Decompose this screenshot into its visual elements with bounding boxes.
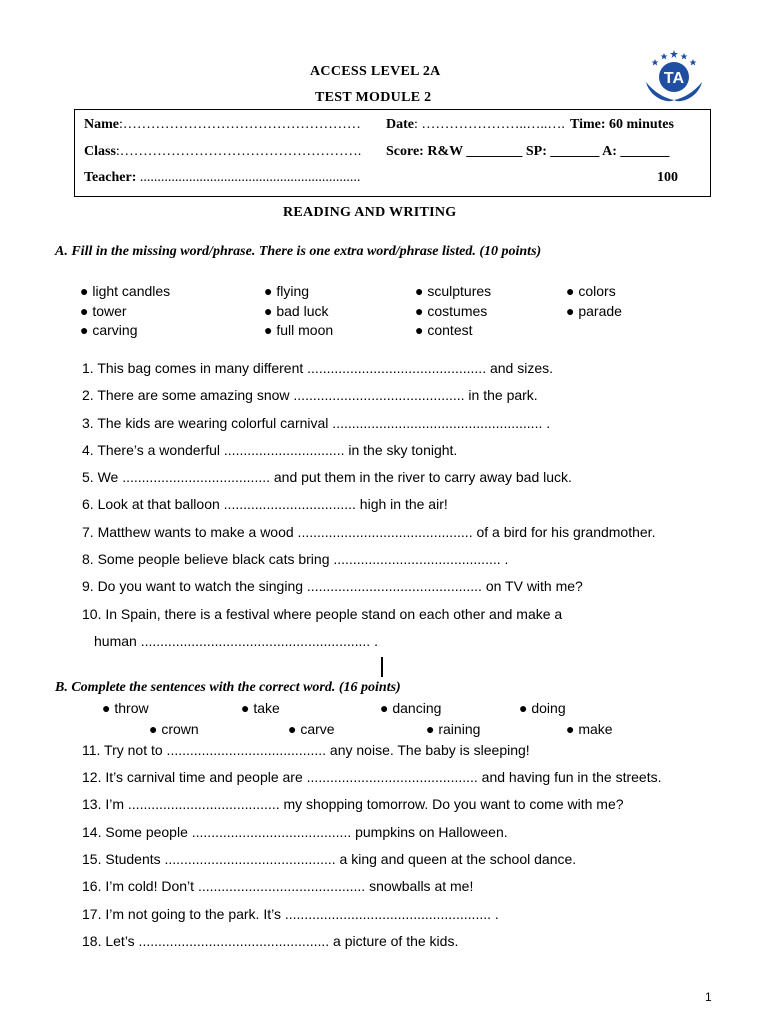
section-b-instruction: B. Complete the sentences with the correct word. (16 points) [55,680,401,695]
question-item[interactable]: 14. Some people ......................................... pumpkins on Halloween. [82,824,508,840]
teacher-field[interactable]: ............................................................... [139,170,361,185]
question-item[interactable]: 3. The kids are wearing colorful carnival ...................................................... . [82,415,551,431]
question-item-continued[interactable]: human ........................................................... . [94,633,378,649]
word-bank-item: ● full moon [264,322,334,338]
teacher-row [84,170,360,186]
word-bank-item: ● light candles [80,283,171,299]
text-cursor [381,657,383,677]
class-row [84,144,361,160]
word-bank-item: ● carve [288,721,335,737]
date-label: Date [386,117,414,132]
teacher-label: Teacher: [84,170,137,185]
date-field[interactable]: : …………………..…..…. [414,117,565,132]
question-item[interactable]: 18. Let’s ................................................. a picture of the kids. [82,933,459,949]
svg-text:TA: TA [663,70,685,87]
time-text: Time: 60 minutes [570,117,674,132]
class-label: Class [84,144,116,159]
word-bank-item: ● costumes [415,303,488,319]
question-item[interactable]: 2. There are some amazing snow ............................................ in the park. [82,387,538,403]
question-item[interactable]: 5. We ...................................... and put them in the river to carry away bad luck. [82,469,572,485]
word-bank-item: ● throw [102,700,149,716]
question-item[interactable]: 1. This bag comes in many different .............................................. and sizes. [82,360,554,376]
word-bank-item: ● raining [426,721,481,737]
question-item[interactable]: 17. I’m not going to the park. It’s ..................................................... . [82,906,499,922]
date-row [386,117,565,133]
question-item[interactable]: 6. Look at that balloon .................................. high in the air! [82,496,448,512]
title-level: ACCESS LEVEL 2A [310,64,441,79]
logo [640,48,708,106]
word-bank-item: ● dancing [380,700,442,716]
class-field[interactable]: :……………………………………………. [115,144,362,159]
question-item[interactable]: 13. I’m ....................................... my shopping tomorrow. Do you want to come with me? [82,796,624,812]
question-item[interactable]: 15. Students ............................................ a king and queen at the school dance. [82,851,577,867]
word-bank-item: ● parade [566,303,622,319]
section-title: READING AND WRITING [283,205,457,220]
page-number: 1 [705,990,712,1004]
score-text: Score: R&W ________ SP: _______ A: _______ [386,144,670,159]
title-module: TEST MODULE 2 [315,90,432,105]
question-item[interactable]: 8. Some people believe black cats bring ........................................... . [82,551,509,567]
name-row [84,117,361,133]
word-bank-item: ● flying [264,283,310,299]
total-points: 100 [657,170,678,185]
word-bank-item: ● colors [566,283,616,299]
section-a-instruction: A. Fill in the missing word/phrase. There is one extra word/phrase listed. (10 points) [55,244,542,259]
word-bank-item: ● make [566,721,613,737]
word-bank-item: ● carving [80,322,138,338]
word-bank-item: ● tower [80,303,127,319]
word-bank-item: ● bad luck [264,303,329,319]
question-item[interactable]: 4. There’s a wonderful ............................... in the sky tonight. [82,442,458,458]
word-bank-item: ● crown [149,721,199,737]
question-item[interactable]: 10. In Spain, there is a festival where people stand on each other and make a [82,606,563,622]
question-item[interactable]: 9. Do you want to watch the singing ............................................. on TV with me? [82,578,583,594]
question-item[interactable]: 16. I’m cold! Don’t ........................................... snowballs at me! [82,878,474,894]
question-item[interactable]: 11. Try not to ......................................... any noise. The baby is sleeping! [82,742,530,758]
question-item[interactable]: 7. Matthew wants to make a wood ............................................. of a bird for his grandmother. [82,524,656,540]
word-bank-item: ● doing [519,700,566,716]
name-field[interactable]: :…………………………………………… [119,117,361,132]
name-label: Name [84,117,119,132]
word-bank-item: ● take [241,700,280,716]
word-bank-item: ● contest [415,322,473,338]
word-bank-item: ● sculptures [415,283,492,299]
question-item[interactable]: 12. It’s carnival time and people are ............................................ and having fun in the streets. [82,769,662,785]
